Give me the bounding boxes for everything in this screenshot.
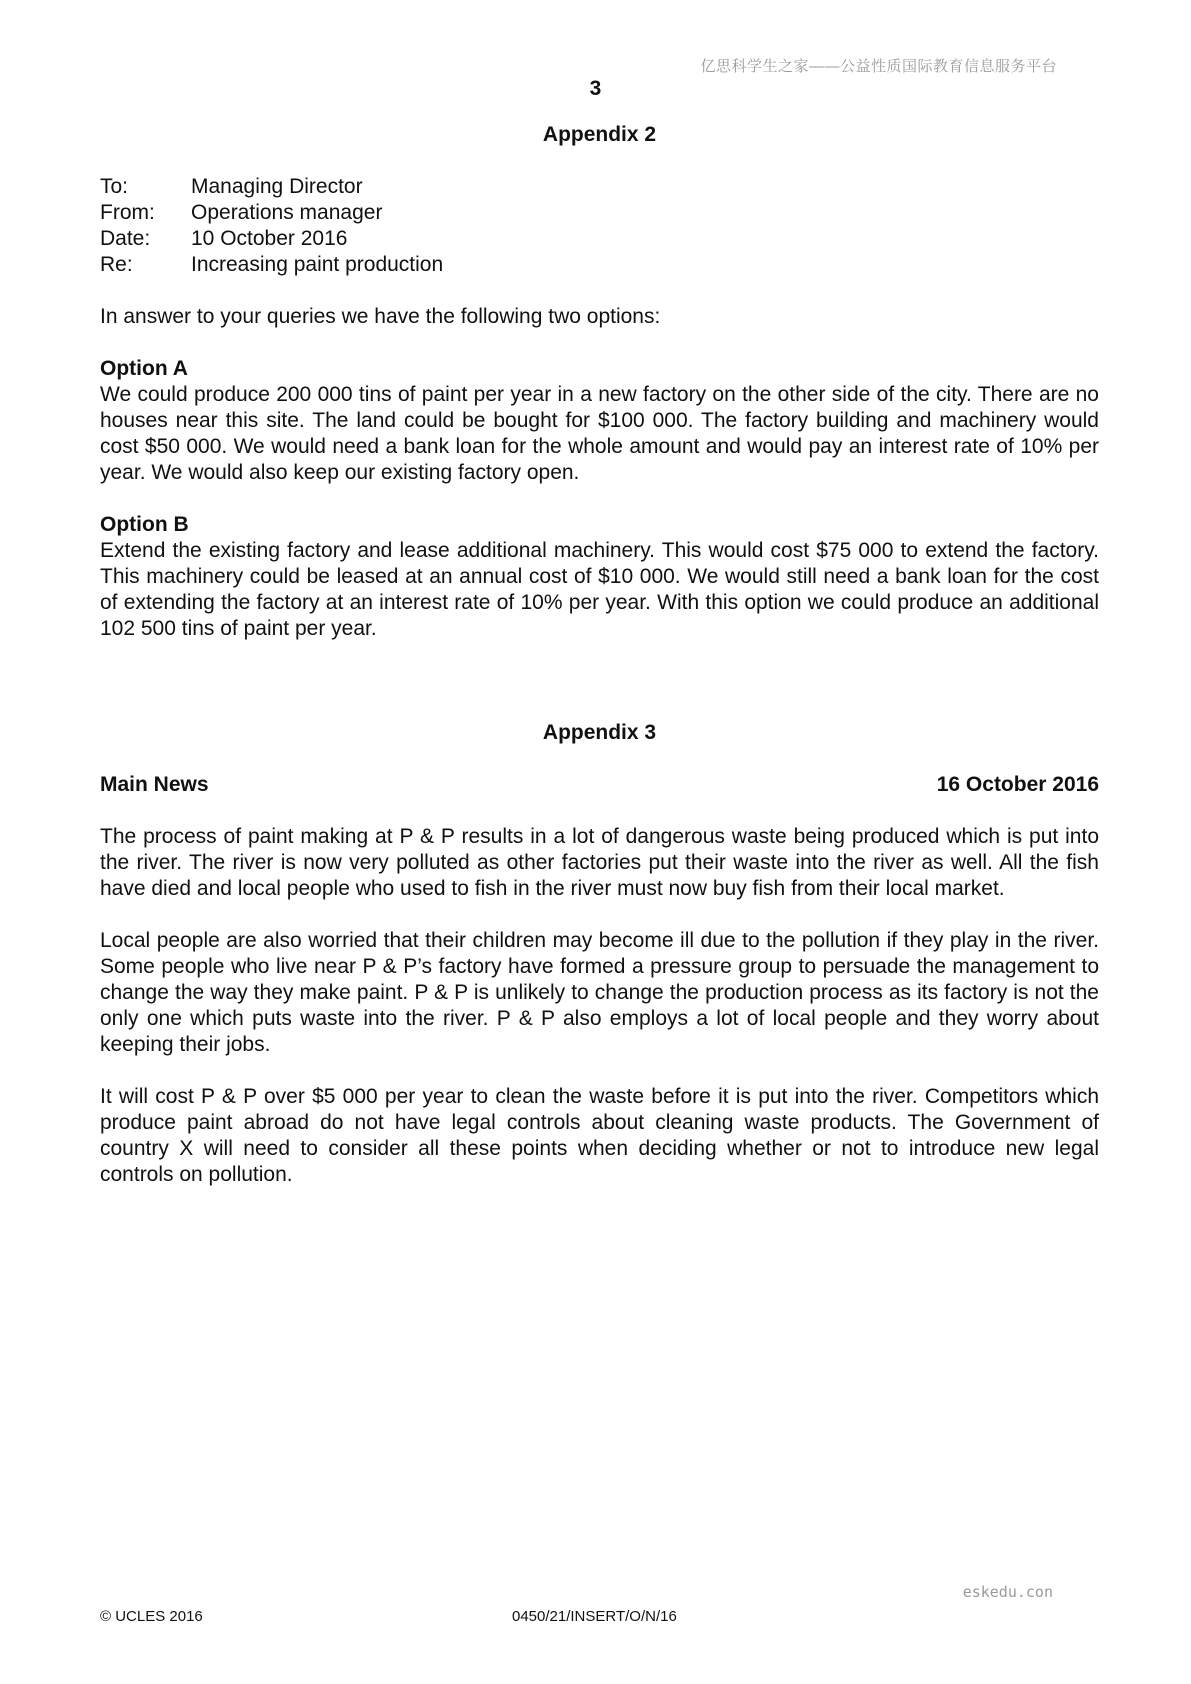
footer-copyright: © UCLES 2016 [100, 1608, 203, 1625]
option-b-text: Extend the existing factory and lease additional machinery. This would cost $75 000 to extend the factory. This machinery could be leased at an annual cost of $10 000. We would still need a bank loan for the cost of extending the factory at an interest rate of 10% per year. With this option we could produce an additional 102 500 tins of paint per year. [100, 539, 1099, 640]
news-date: 16 October 2016 [936, 773, 1099, 796]
memo-label: Date: [100, 227, 151, 250]
footer-paper-code: 0450/21/INSERT/O/N/16 [512, 1608, 677, 1625]
appendix-2-title: Appendix 2 [542, 123, 657, 146]
news-paragraph: It will cost P & P over $5 000 per year to clean the waste before it is put into the river. Competitors which produce paint abroad do not have legal controls about cleaning waste products. The Government of country X will need to consider all these points when deciding whether or not to introduce new legal controls on pollution. [100, 1085, 1099, 1186]
option-a-title: Option A [100, 357, 188, 380]
memo-row-re [100, 252, 1099, 278]
watermark-top: 亿思科学生之家——公益性质国际教育信息服务平台 [700, 58, 1057, 75]
news-header [100, 772, 1099, 798]
option-b-title: Option B [100, 513, 189, 536]
news-paragraph: The process of paint making at P & P results in a lot of dangerous waste being produced which is put into the river. The river is now very polluted as other factories put their waste into the river as well. All the fish have died and local people who used to fish in the river must now buy fish from their local market. [100, 825, 1099, 900]
document-body [100, 122, 1099, 1188]
memo-header [100, 174, 1099, 278]
memo-label: Re: [100, 253, 133, 276]
news-paragraph: Local people are also worried that their children may become ill due to the pollution if they play in the river. Some people who live near P & P’s factory have formed a pressure group to persuade the management to change the way they make paint. P & P is unlikely to change the production process as its factory is not the only one which puts waste into the river. P & P also employs a lot of local people and they worry about keeping their jobs. [100, 929, 1099, 1056]
appendix-3-title: Appendix 3 [542, 721, 657, 744]
news-source: Main News [100, 773, 209, 796]
memo-row-date [100, 226, 1099, 252]
page-footer [100, 1608, 1099, 1628]
appendix-3 [100, 720, 1099, 1188]
memo-label: To: [100, 175, 129, 198]
memo-row-from [100, 200, 1099, 226]
option-a-text: We could produce 200 000 tins of paint per year in a new factory on the other side of the city. There are no houses near this site. The land could be bought for $100 000. The factory building and machinery would cost $50 000. We would need a bank loan for the whole amount and would pay an interest rate of 10% per year. We would also keep our existing factory open. [100, 383, 1099, 484]
appendix-2 [100, 122, 1099, 642]
memo-intro: In answer to your queries we have the following two options: [100, 305, 661, 328]
memo-value: Operations manager [191, 201, 383, 224]
memo-value: 10 October 2016 [191, 227, 348, 250]
watermark-bottom: eskedu.con [962, 1583, 1053, 1601]
memo-value: Managing Director [191, 175, 363, 198]
memo-label: From: [100, 201, 155, 224]
memo-value: Increasing paint production [191, 253, 444, 276]
page-number: 3 [589, 77, 602, 100]
memo-row-to [100, 174, 1099, 200]
